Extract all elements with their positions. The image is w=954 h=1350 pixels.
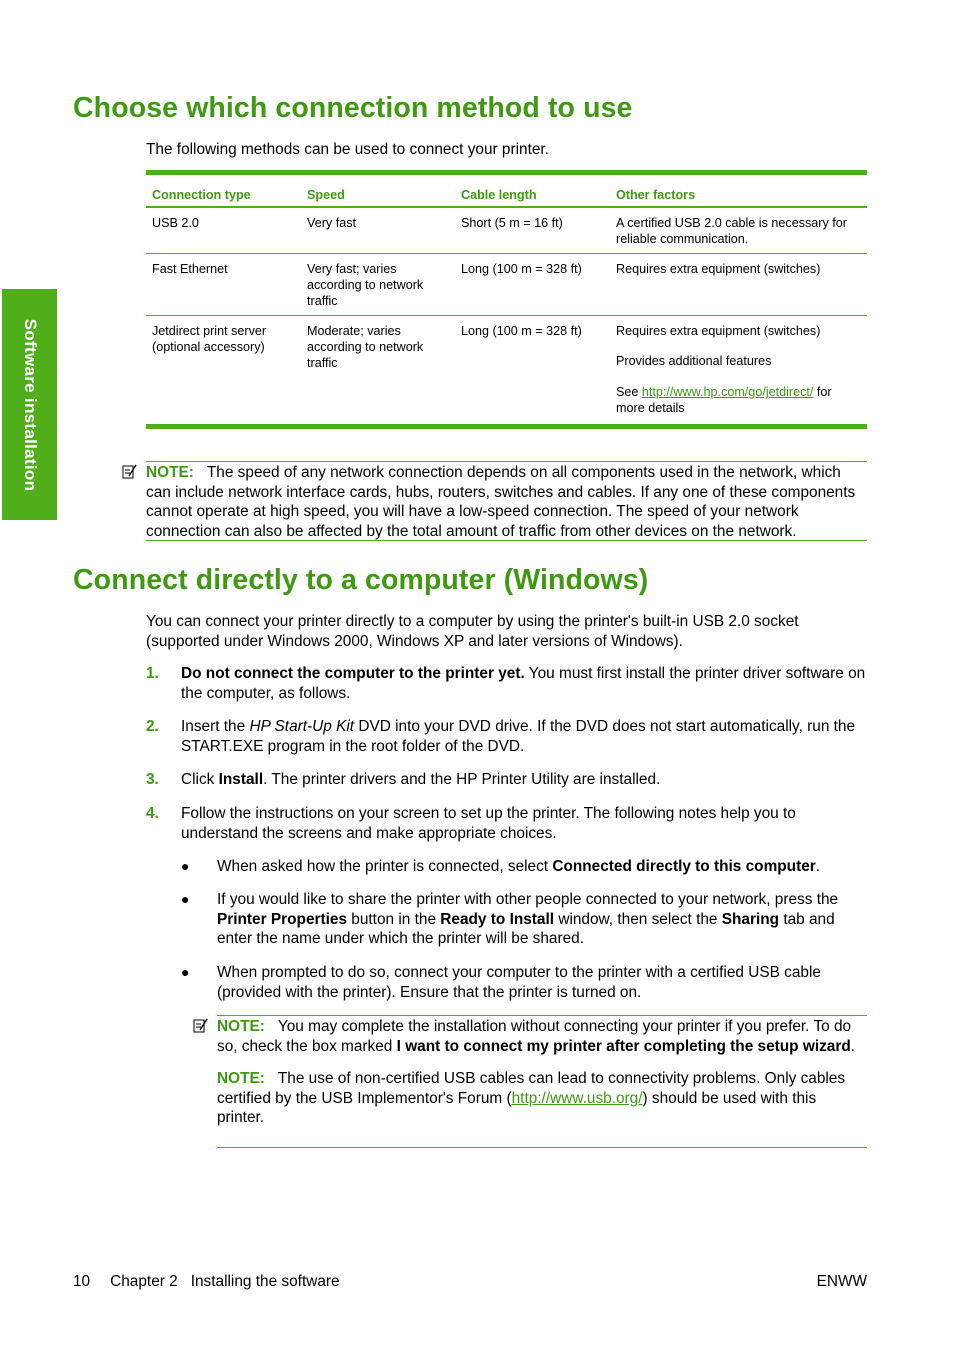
chapter-title: Installing the software [190,1273,340,1290]
step-number: 4. [146,805,159,822]
bullet-text-part: If you would like to share the printer with other people connected to your network, press the [217,891,839,908]
step-bold: Install [218,771,264,788]
note-label: NOTE: [146,464,194,481]
table-cell: Jetdirect print server (optional accessory) [152,324,267,354]
table-cell-line: Provides additional features [616,354,772,368]
bullet-text-bold: Printer Properties [217,910,348,928]
table-cell: Very fast; varies according to network traffic [307,262,424,308]
bullet-text-part: When asked how the printer is connected, select [217,858,553,875]
table-cell: Requires extra equipment (switches) [616,262,821,276]
bullet-text-part: button in the [347,910,441,928]
section-intro: The following methods can be used to connect your printer. [146,141,549,158]
bullet-symbol: ● [181,858,190,874]
bullet-text: When prompted to do so, connect your computer to the printer with a certified USB cable (provided with the printer). Ensure that the printer is turned on. [217,964,821,1001]
usb-org-link[interactable]: http://www.usb.org/ [511,1089,643,1107]
table-header-row [146,175,867,208]
note-text: The use of non-certified USB cables can lead to connectivity problems. Only cables certified by the USB Implementor's Forum ( [217,1070,846,1107]
side-tab-label: Software installation [20,318,40,491]
bullet-text-bold: Ready to Install [440,910,555,928]
see-prefix: See [616,385,642,399]
note-text-bold: I want to connect my printer after completing the setup wizard [396,1037,851,1055]
step-number: 3. [146,771,159,788]
note-usb [217,1015,867,1148]
bullet-text [217,890,869,949]
side-tab [2,289,57,520]
bullet-text [217,857,869,877]
note-install-later [217,1017,867,1056]
section-title-connect-directly: Connect directly to a computer (Windows) [73,564,649,596]
table-header-cell: Other factors [616,188,696,202]
note-icon [193,1018,208,1033]
table-row [146,208,867,254]
note-text: You may complete the installation without connecting your printer if you prefer. To do so, check the box marked [217,1018,852,1055]
step-text: Follow the instructions on your screen to set up the printer. The following notes help you to understand the screens and make appropriate choices. [181,805,796,842]
step-pre: Click [181,771,219,788]
table-header-cell: Connection type [152,188,251,202]
note-network-speed [146,461,867,541]
note-text: The speed of any network connection depends on all components used in the network, which can include network interface cards, hubs, routers, switches and cables. If any one of these components cannot operate at high speed, you will have a low-speed connection. The speed of your network connection can also be affected by the total amount of traffic from other devices on the network. [146,464,856,540]
table-cell: Long (100 m = 328 ft) [461,262,582,276]
step-number: 1. [146,665,159,682]
table-cell: Long (100 m = 328 ft) [461,324,582,338]
table-cell: USB 2.0 [152,216,199,230]
table-cell [616,323,861,416]
page-number: 10 [73,1273,91,1290]
bullet-text-part: window, then select the [554,910,722,928]
bullet-text-part: . [815,858,821,875]
table-row [146,254,867,316]
step-rest: DVD into your DVD drive. If the DVD does not start automatically, run the START.EXE program in the root folder of the DVD. [181,718,856,755]
chapter-number: Chapter 2 [110,1273,178,1290]
bullet-symbol: ● [181,964,190,980]
connection-table [146,170,867,429]
step-text [181,664,871,703]
step-italic: HP Start-Up Kit [249,718,355,735]
note-label: NOTE: [217,1018,265,1035]
note-icon [122,464,137,479]
see-suffix: for more details [616,385,832,415]
jetdirect-link[interactable]: http://www.hp.com/go/jetdirect/ [641,385,814,399]
step-bold: Do not connect the computer to the printer yet. [181,665,525,682]
table-cell-line: Requires extra equipment (switches) [616,324,821,338]
table-header-cell: Speed [307,188,345,202]
step-text [181,770,871,790]
table-cell: Very fast [307,216,356,230]
footer-right: ENWW [816,1273,867,1290]
section-title-connection-method: Choose which connection method to use [73,92,633,124]
footer-left [73,1272,340,1291]
bullet-text-bold: Sharing [721,910,780,928]
step-pre: Insert the [181,718,250,735]
note-label: NOTE: [217,1070,265,1087]
bullet-symbol: ● [181,891,190,907]
note-text: ) should be used with this printer. [217,1089,817,1126]
step-rest: . The printer drivers and the HP Printer Utility are installed. [263,771,661,788]
note-text: . [850,1037,856,1055]
table-cell: Fast Ethernet [152,262,228,276]
table-header-cell: Cable length [461,188,537,202]
table-cell-line [616,384,861,416]
step-text [181,717,871,756]
note-certified-cables [217,1069,867,1128]
table-cell: Moderate; varies according to network traffic [307,324,424,370]
bullet-text-bold: Connected directly to this computer [552,858,816,875]
table-cell: A certified USB 2.0 cable is necessary for reliable communication. [616,216,847,246]
bullet-text-part: tab and enter the name under which the printer will be shared. [217,910,835,947]
section-intro: You can connect your printer directly to a computer by using the printer's built-in USB 2.0 socket (supported under Windows 2000, Windows XP and later versions of Windows). [146,613,799,650]
step-rest: You must first install the printer driver software on the computer, as follows. [181,665,866,702]
table-cell: Short (5 m = 16 ft) [461,216,563,230]
step-number: 2. [146,718,159,735]
table-row [146,316,867,424]
